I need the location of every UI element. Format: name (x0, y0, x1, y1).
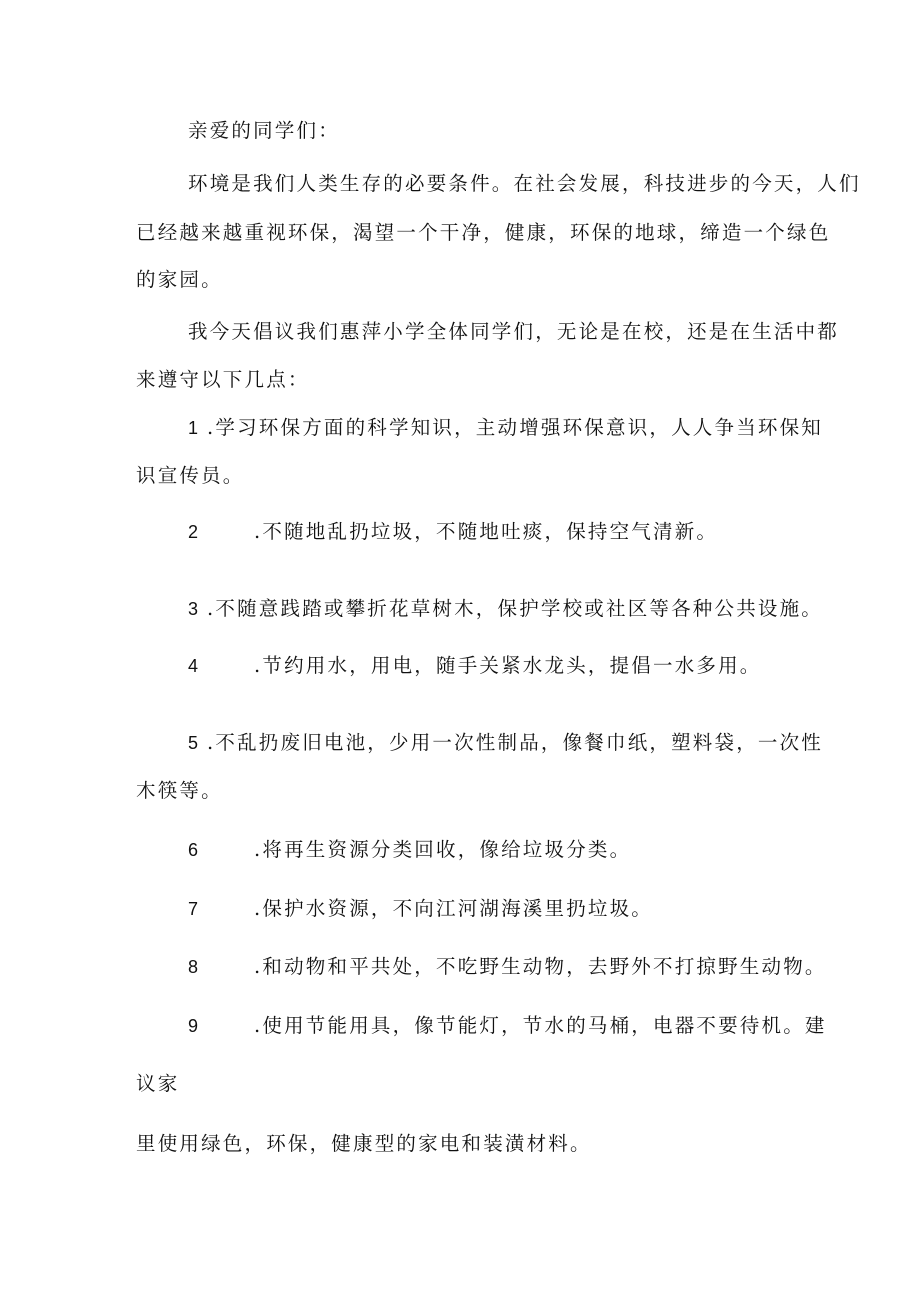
list-item-text: .和动物和平共处，不吃野生动物，去野外不打掠野生动物。 (254, 955, 827, 978)
item-number: 5 (188, 733, 199, 753)
item-number: 6 (188, 840, 199, 860)
proposal-line-1: 我今天倡议我们惠萍小学全体同学们，无论是在校，还是在生活中都 (188, 320, 840, 343)
list-item-text: .学习环保方面的科学知识，主动增强环保意识，人人争当环保知 (207, 416, 823, 439)
list-item-text: .节约用水，用电，随手关紧水龙头，提倡一水多用。 (254, 654, 762, 677)
item-number: 8 (188, 957, 199, 977)
item-number: 3 (188, 599, 199, 619)
list-item-text: .不随意践踏或攀折花草树木，保护学校或社区等各种公共设施。 (207, 597, 823, 620)
greeting: 亲爱的同学们： (188, 119, 340, 142)
list-item-text-continuation: 识宣传员。 (136, 464, 245, 487)
item-number: 7 (188, 899, 199, 919)
list-item-text: .不乱扔废旧电池，少用一次性制品，像餐巾纸，塑料袋，一次性 (207, 731, 823, 754)
list-item-text: .保护水资源，不向江河湖海溪里扔垃圾。 (254, 897, 653, 920)
intro-line-2: 已经越来越重视环保，渴望一个干净，健康，环保的地球，缔造一个绿色 (136, 221, 831, 244)
intro-line-3: 的家园。 (136, 268, 223, 291)
list-item-text-continuation: 里使用绿色，环保，健康型的家电和装潢材料。 (136, 1132, 592, 1155)
item-number: 9 (188, 1016, 199, 1036)
item-number: 4 (188, 656, 199, 676)
list-item-text-continuation: 议家 (136, 1072, 180, 1095)
item-number: 2 (188, 522, 199, 542)
list-item-text: .使用节能用具，像节能灯，节水的马桶，电器不要待机。建 (254, 1014, 827, 1037)
item-number: 1 (188, 418, 199, 438)
list-item-text: .不随地乱扔垃圾，不随地吐痰，保持空气清新。 (254, 520, 719, 543)
list-item-text-continuation: 木筷等。 (136, 779, 223, 802)
proposal-line-2: 来遵守以下几点： (136, 368, 310, 391)
list-item-text: .将再生资源分类回收，像给垃圾分类。 (254, 838, 632, 861)
intro-line-1: 环境是我们人类生存的必要条件。在社会发展，科技进步的今天，人们 (188, 172, 861, 195)
